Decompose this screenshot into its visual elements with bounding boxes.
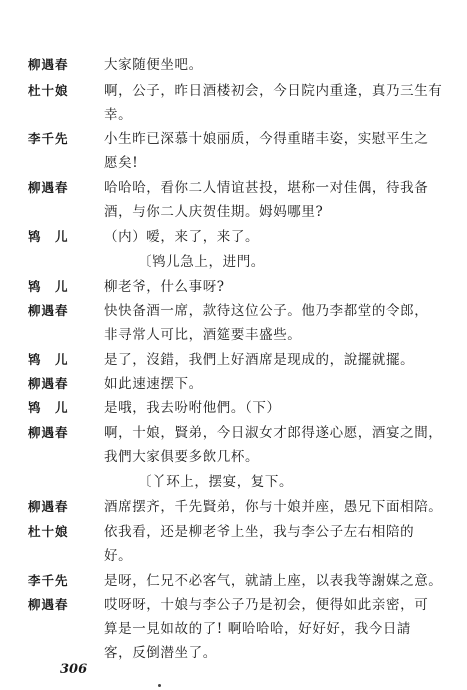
speaker-name: 柳遇春 [28,57,69,72]
dialogue-text: 啊，十娘，賢弟，今日淑女才郎得遂心愿，酒宴之間， [104,425,443,441]
dialogue-line [0,300,467,322]
dialogue-line [0,496,467,518]
speaker-name: 李千先 [28,131,69,146]
speaker-name: 柳遇春 [28,180,69,195]
page-number: 306 [60,662,88,677]
dialogue-line [0,201,467,223]
speaker-name: 鸨 儿 [28,279,69,294]
dialogue-line [0,570,467,592]
dialogue-text: 幸。 [104,107,133,123]
stage-direction [0,251,467,273]
dialogue-text: 如此速速摆下。 [104,376,203,392]
dialogue-text: 依我看，还是柳老爷上坐，我与李公子左右相陪的 [104,524,415,540]
dialogue-text: 柳老爷，什么事呀? [104,279,225,295]
dialogue-text: 酒席摆齐，千先賢弟，你与十娘并座，愚兄下面相陪。 [104,499,443,515]
print-speck [158,684,161,687]
dialogue-line [0,618,467,640]
dialogue-text: 客，反倒潜坐了。 [104,645,217,661]
dialogue-text: 是哦，我去吩咐他們。（下） [104,400,281,416]
dialogue-text: 我們大家俱要多飲几杯。 [104,449,260,465]
speaker-name: 杜十娘 [28,83,69,98]
dialogue-line [0,324,467,346]
dialogue-text: 非寻常人可比，酒筵要丰盛些。 [104,327,302,343]
dialogue-text: 啊，公子，昨日酒楼初会，今日院内重逢，真乃三生有 [104,83,443,99]
dialogue-text: 算是一見如故的了! 啊哈哈哈，好好好，我今日請 [104,621,412,637]
dialogue-line [0,276,467,298]
speaker-name: 鸨 儿 [28,229,69,244]
speaker-name: 杜十娘 [28,524,69,539]
dialogue-line [0,422,467,444]
dialogue-text: 小生昨已深慕十娘丽质，今得重睹丰姿，实慰平生之 [104,131,429,147]
stage-direction-text: 〔鸨儿急上，进門。 [138,254,265,270]
dialogue-text: 快快备酒一席，款待这位公子。他乃李都堂的令郎， [104,303,429,319]
speaker-name: 柳遇春 [28,499,69,514]
speaker-name: 柳遇春 [28,597,69,612]
dialogue-line [0,545,467,567]
dialogue-line [0,521,467,543]
dialogue-line [0,594,467,616]
dialogue-text: 哈哈哈，看你二人情谊甚投，堪称一对佳偶，待我备 [104,180,429,196]
dialogue-text: 是呀，仁兄不必客气，就請上座，以表我等謝媒之意。 [104,573,443,589]
speaker-name: 李千先 [28,573,69,588]
dialogue-line [0,373,467,395]
speaker-name: 鸨 儿 [28,352,69,367]
dialogue-line [0,397,467,419]
dialogue-text: 大家随便坐吧。 [104,57,203,73]
dialogue-line [0,177,467,199]
dialogue-line [0,446,467,468]
speaker-name: 柳遇春 [28,425,69,440]
dialogue-line [0,80,467,102]
dialogue-line [0,152,467,174]
dialogue-line [0,104,467,126]
stage-direction [0,471,467,493]
stage-direction-text: 〔丫环上，摆宴，复下。 [138,474,294,490]
dialogue-line [0,226,467,248]
dialogue-text: 是了，沒錯，我們上好酒席是现成的，說擺就擺。 [104,352,415,368]
dialogue-line [0,642,467,664]
dialogue-line [0,54,467,76]
speaker-name: 柳遇春 [28,376,69,391]
dialogue-line [0,128,467,150]
speaker-name: 柳遇春 [28,303,69,318]
dialogue-text: 好。 [104,548,133,564]
dialogue-text: 哎呀呀，十娘与李公子乃是初会，便得如此亲密，可 [104,597,429,613]
dialogue-text: 愿矣! [104,155,139,171]
dialogue-text: 酒，与你二人庆贺佳期。姆妈哪里? [104,204,324,220]
dialogue-line [0,349,467,371]
dialogue-text: （内）嗳，来了，来了。 [104,229,260,245]
speaker-name: 鸨 儿 [28,400,69,415]
